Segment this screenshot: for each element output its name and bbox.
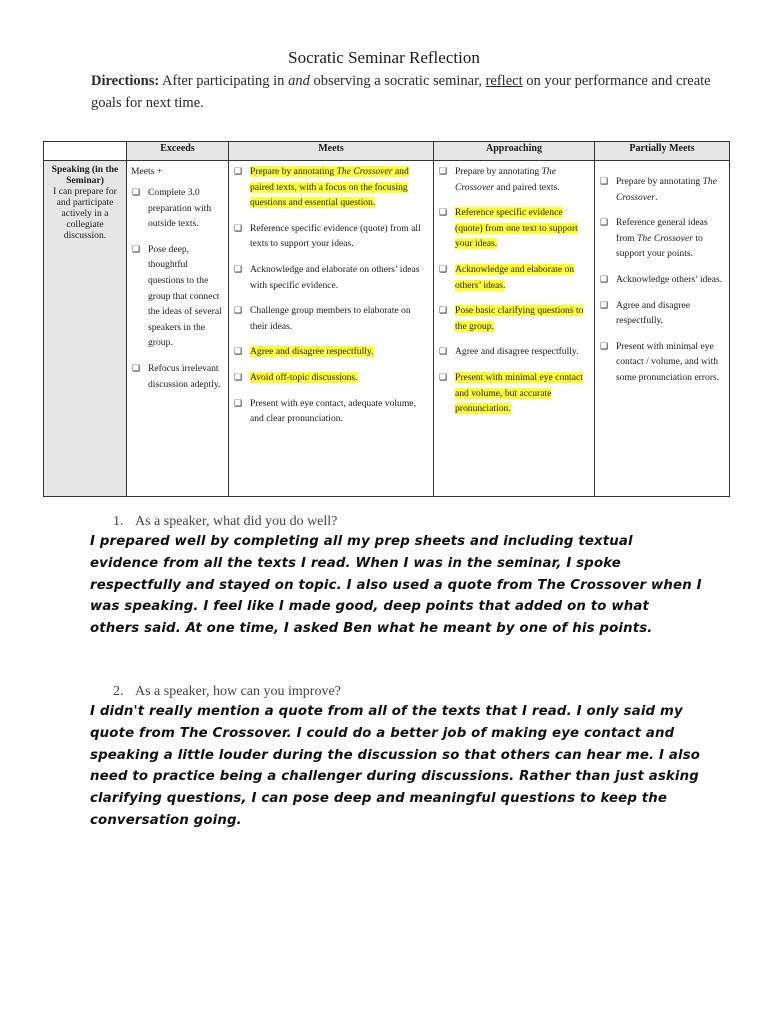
question-2-prompt: As a speaker, how can you improve? (135, 684, 341, 699)
exceeds-intro: Meets + (131, 166, 163, 177)
column-header-meets: Meets (229, 142, 434, 161)
partially-item: ❑ Acknowledge others’ ideas. (599, 272, 725, 288)
checkbox-icon: ❑ (439, 371, 448, 382)
approaching-item: ❑ Prepare by annotating The Crossover and paired texts. (439, 166, 560, 193)
directions-label: Directions: (91, 73, 160, 89)
partially-item: ❑ Agree and disagree respectfully. (600, 299, 691, 327)
partially-item: ❑ Prepare by annotating The Crossover. (600, 176, 717, 203)
meets-item: ❑ Avoid off-topic discussions. (233, 370, 429, 386)
approaching-item: ❑ Agree and disagree respectfully. (438, 344, 590, 360)
checkbox-icon: ❑ (132, 187, 141, 197)
checkbox-icon: ❑ (600, 273, 609, 284)
question-2 (113, 684, 341, 700)
meets-item: ❑ Acknowledge and elaborate on others’ ideas with specific evidence. (234, 263, 420, 291)
checkbox-icon: ❑ (600, 217, 609, 228)
meets-item: ❑ Present with eye contact, adequate volume, and clear pronunciation. (234, 397, 416, 425)
approaching-item: ❑ Pose basic clarifying questions to the group. (439, 305, 584, 332)
directions-text-3: on your performance and create goals for next time. (91, 73, 711, 111)
rubric-corner-cell (44, 142, 127, 161)
question-1 (113, 514, 337, 530)
page-title: Socratic Seminar Reflection (288, 48, 480, 67)
meets-item: ❑ Reference specific evidence (quote) from all texts to support your ideas. (234, 222, 421, 250)
row-header-description: I can prepare for and participate actively in a collegiate discussion. (53, 186, 117, 241)
cell-exceeds (127, 161, 229, 497)
exceeds-item: ❑ Refocus irrelevant discussion adeptly. (132, 362, 221, 390)
answer-1: I prepared well by completing all my prep sheets and including textual evidence from all the texts I read. When I was in the seminar, I spoke respectfully and stayed on topic. I also used a quote from The Crossover when I was speaking. I feel like I made good, deep points that added on to what others said. At one time, I asked Ben what he meant by one of his points. (90, 534, 702, 637)
meets-item: ❑ Agree and disagree respectfully. (233, 344, 429, 360)
directions-text-1: After participating in (159, 73, 289, 89)
rubric-row-speaking (44, 161, 730, 497)
exceeds-item: ❑ Complete 3.0 preparation with outside texts. (132, 187, 212, 230)
row-header-speaking (44, 161, 127, 497)
rubric-table (43, 141, 730, 497)
rubric-header-row (44, 142, 730, 161)
checkbox-icon: ❑ (600, 340, 609, 351)
answer-2: I didn't really mention a quote from all of the texts that I read. I only said my quote from The Crossover. I could do a better job of making eye contact and speaking a little louder during the discussion so that others can hear me. I also need to practice being a challenger during discussions. Rather than just asking clarifying questions, I can pose deep and meaningful questions to keep the conversation going. (90, 704, 701, 828)
checkbox-icon: ❑ (132, 362, 141, 373)
directions-text-2: observing a socratic seminar, (309, 73, 486, 89)
checkbox-icon: ❑ (132, 243, 141, 254)
directions (91, 70, 711, 114)
checkbox-icon: ❑ (439, 166, 448, 176)
column-header-exceeds: Exceeds (127, 142, 229, 161)
checkbox-icon: ❑ (439, 263, 448, 274)
exceeds-item: ❑ Pose deep, thoughtful questions to the group that connect the ideas of several speakers in the group. (132, 243, 222, 349)
column-header-approaching: Approaching (434, 142, 595, 161)
checkbox-icon: ❑ (439, 305, 448, 316)
checkbox-icon: ❑ (234, 166, 243, 176)
question-1-number: 1. (113, 514, 124, 529)
partially-item: ❑ Present with minimal eye contact / volume, and with some pronunciation errors. (600, 340, 720, 383)
checkbox-icon: ❑ (600, 299, 609, 310)
checkbox-icon: ❑ (234, 222, 243, 233)
cell-approaching (434, 161, 595, 497)
checkbox-icon: ❑ (234, 397, 243, 408)
question-1-prompt: As a speaker, what did you do well? (135, 514, 338, 529)
checkbox-icon: ❑ (234, 305, 243, 316)
checkbox-icon: ❑ (234, 263, 243, 274)
column-header-partially-meets: Partially Meets (595, 142, 730, 161)
row-header-title: Speaking (in the Seminar) (51, 164, 119, 186)
directions-emphasis: and (288, 73, 310, 89)
checkbox-icon: ❑ (439, 346, 448, 357)
cell-partially-meets (595, 161, 730, 497)
checkbox-icon: ❑ (600, 176, 609, 186)
checkbox-icon: ❑ (234, 346, 243, 357)
directions-underlined: reflect (485, 73, 523, 89)
checkbox-icon: ❑ (234, 371, 243, 382)
partially-item: ❑ Reference general ideas from The Crossover to support your points. (600, 217, 708, 260)
checkbox-icon: ❑ (439, 207, 448, 218)
cell-meets (229, 161, 434, 497)
meets-item: ❑ Prepare by annotating The Crossover and paired texts, with a focus on the focusing questions and essential question. (234, 166, 409, 209)
approaching-item: ❑ Reference specific evidence (quote) from one text to support your ideas. (439, 207, 578, 250)
question-2-number: 2. (113, 684, 124, 699)
approaching-item: ❑ Present with minimal eye contact and volume, but accurate pronunciation. (439, 371, 583, 415)
approaching-item: ❑ Acknowledge and elaborate on others’ ideas. (439, 263, 575, 291)
meets-item: ❑ Challenge group members to elaborate on their ideas. (234, 305, 411, 332)
